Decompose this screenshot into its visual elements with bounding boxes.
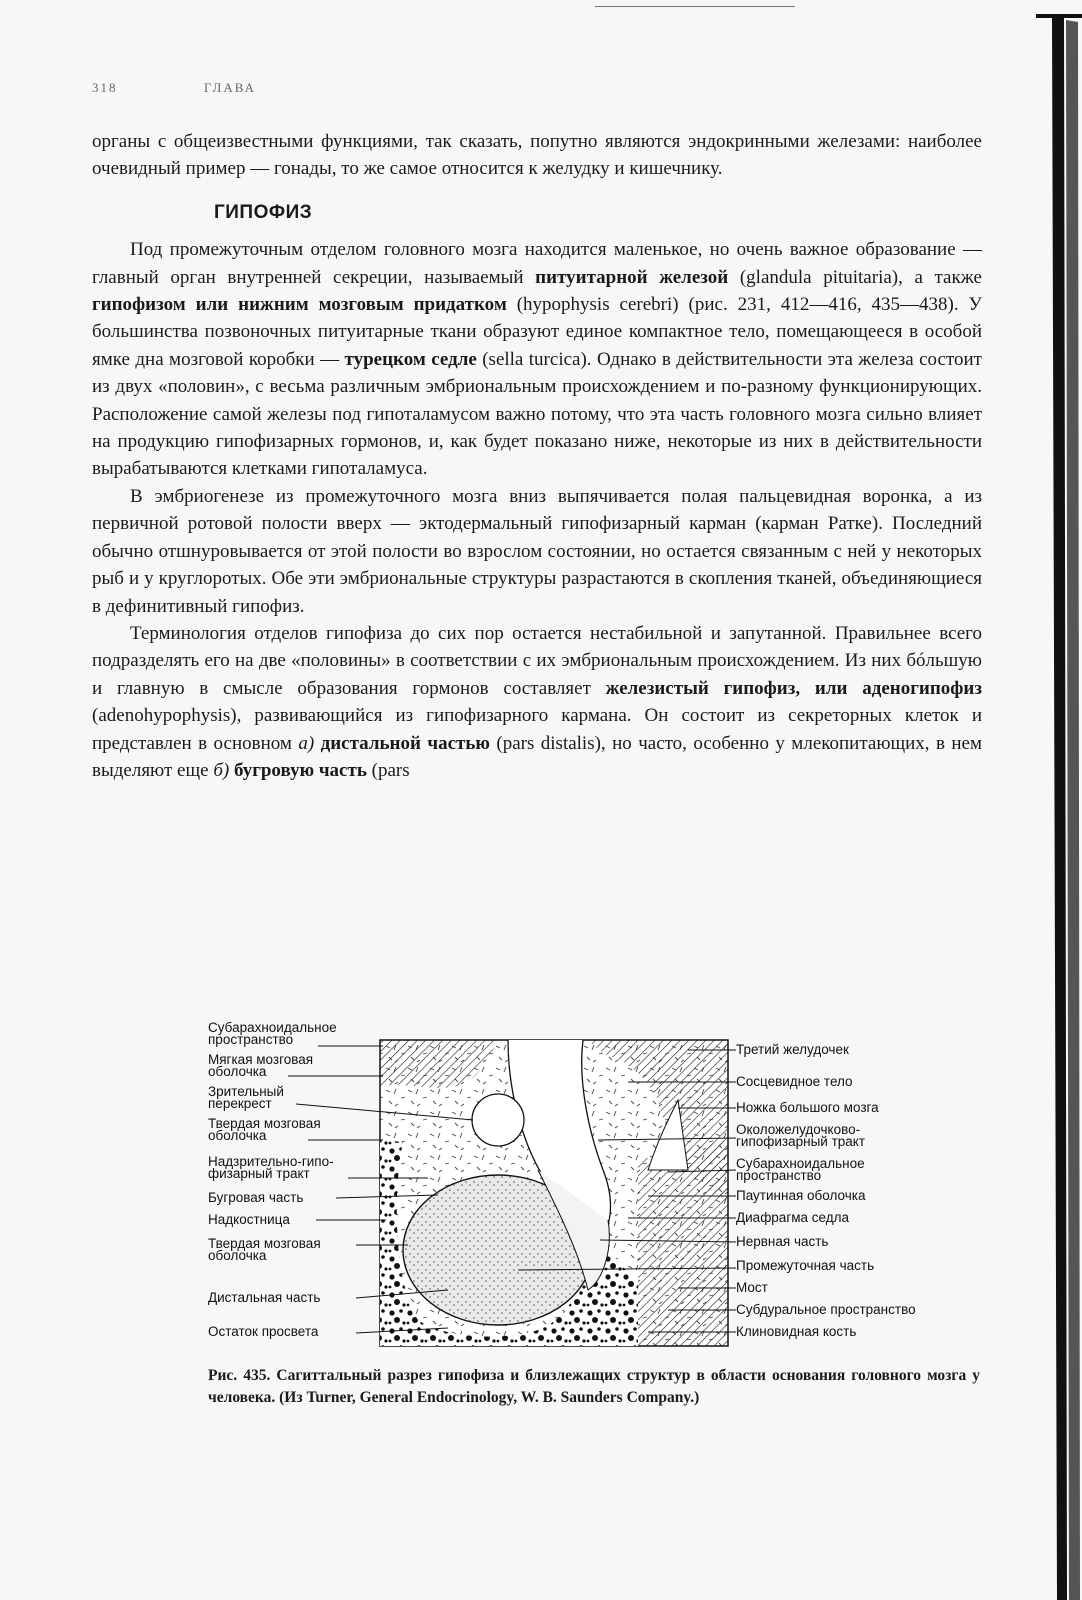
- figure-pituitary-section: [208, 1020, 988, 1350]
- label-third-ventricle: Третий желудочек: [736, 1042, 849, 1057]
- label-dura-mater-lower: Твердая мозговая оболочка: [208, 1236, 321, 1263]
- body-text: [92, 128, 982, 784]
- intro-paragraph: органы с общеизвестными функциями, так сказать, попутно являются эндокринными железами: наиболее очевидный пример — гонады, то же самое относится к желудку и кишечнику.: [92, 131, 982, 180]
- label-subdural-space: Субдуральное пространство: [736, 1302, 916, 1317]
- label-residual-lumen: Остаток просвета: [208, 1324, 319, 1339]
- chapter-title: ГЛАВА: [204, 80, 256, 95]
- label-pars-intermedia: Промежуточная часть: [736, 1258, 875, 1273]
- paragraph-2: В эмбриогенезе из промежуточного мозга вниз выпячивается полая пальцевидная воронка, а из первичной ротовой полости вверх — эктодермальный гипофизарный карман (карман Ратке). Последний обычно отшнуровывается от этой полости во взрослом состоянии, но остается связанным с ней у некоторых рыб и у круглоротых. Обе эти эмбриональные структуры разрастаются в скопления тканей, объединяющиеся в дефинитивный гипофиз.: [92, 485, 982, 617]
- label-arachnoid: Паутинная оболочка: [736, 1188, 866, 1203]
- paragraph-1: Под промежуточным отделом головного мозга находится маленькое, но очень важное образование — главный орган внутренней секреции, называемый питуитарной железой (glandula pituitaria), а также гипофизом или нижним мозговым придатком (hypophysis cerebri) (рис. 231, 412—416, 435—438). У большинства позвоночных питуитарные ткани образуют единое компактное тело, помещающееся в особой ямке дна мозговой коробки — турецком седле (sella turcica). Однако в действительности эта железа состоит из двух «половин», с весьма различным эмбриональным происхождением и по-разному функционирующих. Расположение самой железы под гипоталамусом важно потому, что эта часть головного мозга сильно влияет на продукцию гипофизарных гормонов, и, как будет показано ниже, некоторые из них в действительности вырабатываются клетками гипоталамуса.: [92, 239, 982, 480]
- label-optic-chiasm: Зрительный перекрест: [208, 1084, 284, 1111]
- label-pia-mater: Мягкая мозговая оболочка: [208, 1052, 314, 1079]
- paragraph-3: Терминология отделов гипофиза до сих пор остается нестабильной и запутанной. Правильнее всего подразделять его на две «половины» в соответствии с их эмбриональным происхождением. Из них бóльшую и главную в смысле образования гормонов составляет железистый гипофиз, или аденогипофиз (adenohypophysis), развивающийся из гипофизарного кармана. Он состоит из секреторных клеток и представлен в основном а) дистальной частью (pars distalis), но часто, особенно у млекопитающих, в нем выделяют еще б) бугровую часть (pars: [92, 622, 983, 781]
- label-subarachnoid-space-left: Субарахноидальное пространство: [208, 1020, 337, 1047]
- section-heading: ГИПОФИЗ: [214, 201, 313, 223]
- scan-artifact-line: [595, 6, 795, 7]
- label-supraoptic-tract: Надзрительно-гипо- физарный тракт: [208, 1154, 334, 1181]
- book-spine-shadow: [1022, 0, 1082, 1600]
- label-mammillary-body: Сосцевидное тело: [736, 1074, 853, 1089]
- leader-lines: [208, 1020, 988, 1350]
- label-pars-tuberalis: Бугровая часть: [208, 1190, 304, 1205]
- label-pons: Мост: [736, 1280, 768, 1295]
- label-paraventricular-tract: Околожелудочково- гипофизарный тракт: [736, 1122, 866, 1149]
- figure-caption: Рис. 435. Сагиттальный разрез гипофиза и близлежащих структур в области основания головного мозга у человека. (Из Turner, General Endocrinology, W. B. Saunders Company.): [208, 1367, 980, 1406]
- page-number: 318: [92, 80, 118, 95]
- label-sphenoid-bone: Клиновидная кость: [736, 1324, 857, 1339]
- label-pars-distalis: Дистальная часть: [208, 1290, 321, 1305]
- label-periosteum: Надкостница: [208, 1212, 290, 1227]
- label-dura-mater-upper: Твердая мозговая оболочка: [208, 1116, 321, 1143]
- label-pars-nervosa: Нервная часть: [736, 1234, 829, 1249]
- page-header: [92, 80, 256, 96]
- label-subarachnoid-space-right: Субарахноидальное пространство: [736, 1156, 865, 1183]
- label-cerebral-peduncle: Ножка большого мозга: [736, 1100, 879, 1115]
- label-diaphragma-sellae: Диафрагма седла: [736, 1210, 850, 1225]
